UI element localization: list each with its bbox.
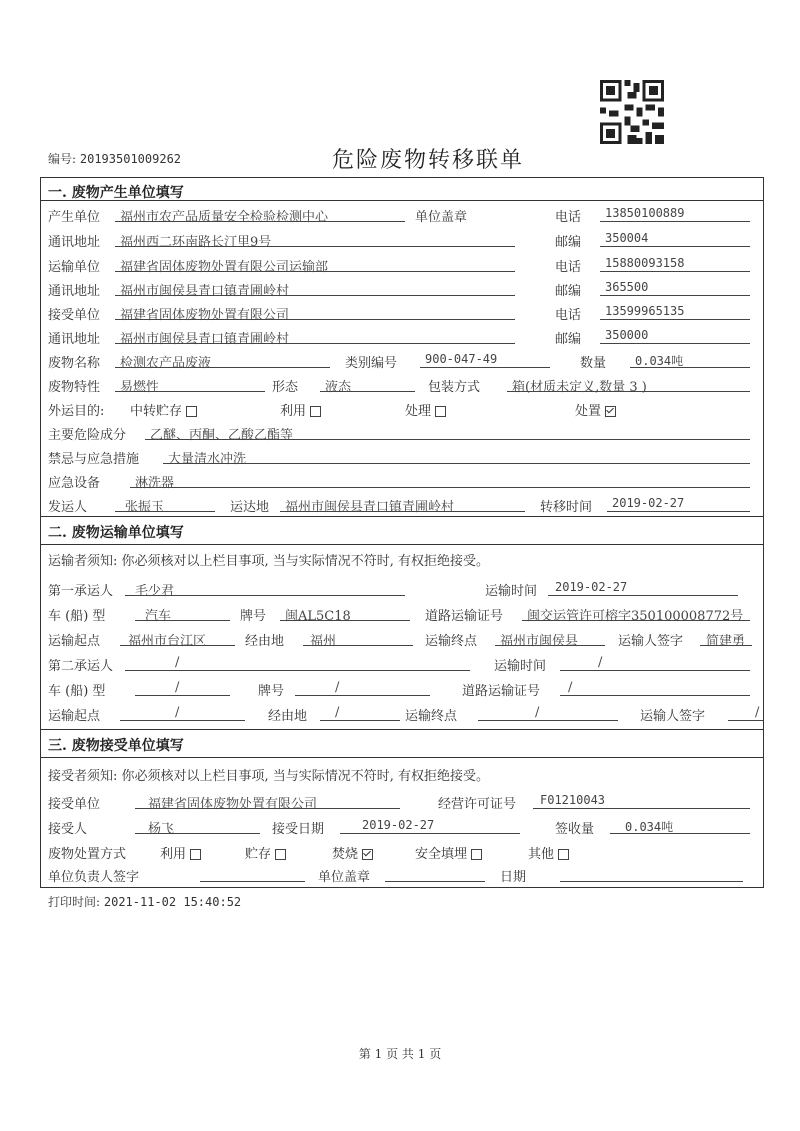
underline: [115, 511, 215, 512]
via1-label: 经由地: [245, 634, 285, 649]
property-label: 废物特性: [48, 380, 101, 395]
hazard-value: 乙醚、丙酮、乙酸乙酯等: [150, 428, 294, 443]
section1-heading: 一. 废物产生单位填写: [48, 185, 184, 201]
sign1-value: 简建勇: [706, 634, 746, 649]
divider: [40, 729, 764, 730]
underline: [145, 439, 750, 440]
ttime2-label: 运输时间: [494, 659, 547, 674]
underline: [478, 720, 618, 721]
receiver-addr-value: 福州市闽侯县青口镇青圃岭村: [120, 332, 290, 347]
underline: [135, 620, 230, 621]
transport-tel-value: 15880093158: [605, 256, 685, 270]
form-value: 液态: [325, 380, 352, 395]
plate2-value: /: [335, 680, 340, 695]
receiver-tel-label: 电话: [555, 308, 582, 323]
producer-label: 产生单位: [48, 210, 101, 225]
underline: [600, 271, 750, 272]
method-incinerate[interactable]: 焚烧: [332, 843, 373, 862]
waste-name-label: 废物名称: [48, 356, 101, 371]
underline: [120, 720, 245, 721]
plate1-value: 闽AL5C18: [285, 609, 351, 624]
purpose-option-treat[interactable]: 处理: [405, 400, 446, 419]
footer-mid: 页 共: [386, 1047, 414, 1061]
underline: [320, 720, 400, 721]
ttime2-value: /: [598, 655, 603, 670]
carrier1-label: 第一承运人: [48, 584, 114, 599]
receiver-zip-label: 邮编: [555, 332, 582, 347]
underline: [130, 487, 750, 488]
section3-heading: 三. 废物接受单位填写: [48, 738, 184, 754]
permit2-value: /: [568, 680, 573, 695]
vehicle2-value: /: [175, 680, 180, 695]
start2-label: 运输起点: [48, 709, 101, 724]
underline: [280, 511, 525, 512]
producer-tel-value: 13850100889: [605, 206, 685, 220]
head-sign-label: 单位负责人签字: [48, 870, 140, 885]
permit1-value: 闽交运管许可榕字350100008772号: [527, 609, 744, 624]
dest-label: 运达地: [230, 500, 270, 515]
underline: [610, 833, 750, 834]
end2-value: /: [535, 705, 540, 720]
hazard-label: 主要危险成分: [48, 428, 127, 443]
equip-label: 应急设备: [48, 476, 101, 491]
transport-tel-label: 电话: [555, 260, 582, 275]
signed-qty-value: 0.034吨: [625, 820, 674, 834]
underline: [728, 720, 763, 721]
print-time-label: 打印时间:: [48, 895, 101, 909]
start2-value: /: [175, 705, 180, 720]
underline: [115, 246, 515, 247]
checkbox[interactable]: [186, 406, 197, 417]
checkbox[interactable]: [435, 406, 446, 417]
sign2-value: /: [755, 705, 760, 720]
category-label: 类别编号: [345, 356, 398, 371]
producer-zip-label: 邮编: [555, 235, 582, 250]
underline: [303, 645, 413, 646]
seal-field[interactable]: [385, 881, 485, 882]
underline: [700, 645, 752, 646]
producer-zip-value: 350004: [605, 231, 649, 245]
category-value: 900-047-49: [425, 352, 498, 366]
footer-total: 1: [417, 1047, 426, 1061]
package-value: 箱(材质未定义,数量 3 ): [512, 380, 647, 395]
underline: [600, 319, 750, 320]
ttime1-label: 运输时间: [485, 584, 538, 599]
carrier1-value: 毛少君: [135, 584, 175, 599]
vehicle1-value: 汽车: [145, 609, 172, 624]
producer-underline: [115, 221, 405, 222]
footer-page: 1: [374, 1047, 383, 1061]
seal-label: 单位盖章: [415, 210, 468, 225]
waste-name-value: 检测农产品废液: [120, 356, 212, 371]
start1-value: 福州市台江区: [128, 634, 207, 649]
page-footer: [0, 1045, 800, 1062]
accept-date-value: 2019-02-27: [362, 818, 435, 832]
underline: [420, 367, 550, 368]
form-number: [48, 150, 181, 167]
underline: [115, 343, 515, 344]
underline: [600, 343, 750, 344]
underline: [522, 620, 750, 621]
checkbox[interactable]: [190, 849, 201, 860]
plate2-label: 牌号: [258, 684, 285, 699]
form-number-value: 20193501009262: [79, 152, 182, 166]
section2-heading: 二. 废物运输单位填写: [48, 525, 184, 541]
date-field[interactable]: [560, 881, 743, 882]
footer-prefix: 第: [358, 1047, 371, 1061]
transport-addr-value: 福州市闽侯县青口镇青圃岭村: [120, 284, 290, 299]
page-title: 危险废物转移联单: [332, 148, 525, 173]
print-time-value: 2021-11-02 15:40:52: [103, 895, 242, 909]
sign2-label: 运输人签字: [640, 709, 706, 724]
underline: [115, 391, 265, 392]
underline: [560, 670, 750, 671]
vehicle2-label: 车 (船) 型: [48, 684, 106, 699]
end2-label: 运输终点: [405, 709, 458, 724]
producer-tel-label: 电话: [555, 210, 582, 225]
underline: [320, 391, 415, 392]
package-label: 包装方式: [428, 380, 481, 395]
head-sign-field[interactable]: [200, 881, 305, 882]
permit2-label: 道路运输证号: [462, 684, 541, 699]
checkbox[interactable]: [558, 849, 569, 860]
method-other[interactable]: 其他: [528, 843, 569, 862]
underline: [340, 833, 520, 834]
dest-value: 福州市闽侯县青口镇青圃岭村: [285, 500, 455, 515]
license-label: 经营许可证号: [438, 797, 517, 812]
receiver-notice: 接受者须知: 你必须核对以上栏目事项, 当与实际情况不符时, 有权拒绝接受。: [48, 769, 490, 784]
transport-zip-label: 邮编: [555, 284, 582, 299]
underline: [125, 595, 405, 596]
taboo-label: 禁忌与应急措施: [48, 452, 140, 467]
method-store[interactable]: 贮存: [245, 843, 286, 862]
underline: [560, 695, 750, 696]
transport-value: 福建省固体废物处置有限公司运输部: [120, 260, 329, 275]
method-label: 废物处置方式: [48, 847, 127, 862]
shipper-value: 张振玉: [125, 500, 165, 515]
permit1-label: 道路运输证号: [425, 609, 504, 624]
underline: [135, 695, 230, 696]
underline: [115, 367, 330, 368]
accept-unit-label: 接受单位: [48, 797, 101, 812]
license-value: F01210043: [540, 793, 606, 807]
checkbox-checked[interactable]: [362, 849, 373, 860]
underline: [600, 221, 750, 222]
underline: [135, 833, 260, 834]
underline: [115, 319, 515, 320]
underline: [125, 670, 470, 671]
form-label: 形态: [272, 380, 299, 395]
end1-label: 运输终点: [425, 634, 478, 649]
checkbox[interactable]: [275, 849, 286, 860]
qr-code-icon: [600, 80, 664, 144]
via1-value: 福州: [310, 634, 337, 649]
producer-addr-value: 福州西二环南路长汀里9号: [120, 235, 272, 250]
underline: [630, 367, 750, 368]
underline: [115, 295, 515, 296]
via2-value: /: [335, 705, 340, 720]
transport-label: 运输单位: [48, 260, 101, 275]
divider: [40, 516, 764, 517]
divider: [40, 757, 764, 758]
purpose-option-dispose[interactable]: 处置: [575, 400, 616, 419]
property-value: 易燃性: [120, 380, 160, 395]
underline: [507, 391, 750, 392]
underline: [295, 695, 430, 696]
accept-person-label: 接受人: [48, 822, 88, 837]
via2-label: 经由地: [268, 709, 308, 724]
carrier2-value: /: [175, 655, 180, 670]
sign1-label: 运输人签字: [618, 634, 684, 649]
signed-qty-label: 签收量: [555, 822, 595, 837]
transport-addr-label: 通讯地址: [48, 284, 101, 299]
accept-person-value: 杨飞: [148, 822, 175, 837]
transfer-time-label: 转移时间: [540, 500, 593, 515]
taboo-value: 大量清水冲洗: [168, 452, 247, 467]
underline: [135, 808, 400, 809]
purpose-option-transit[interactable]: 中转贮存: [130, 400, 197, 419]
accept-date-label: 接受日期: [272, 822, 325, 837]
underline: [495, 645, 605, 646]
purpose-option-utilize[interactable]: 利用: [280, 400, 321, 419]
underline: [600, 295, 750, 296]
print-time: [48, 893, 241, 910]
method-landfill[interactable]: 安全填埋: [415, 843, 482, 862]
equip-value: 淋洗器: [135, 476, 175, 491]
producer-value: 福州市农产品质量安全检验检测中心: [120, 210, 329, 225]
underline: [607, 511, 750, 512]
underline: [115, 271, 515, 272]
qty-value: 0.034吨: [635, 354, 684, 368]
underline: [533, 808, 750, 809]
receiver-zip-value: 350000: [605, 328, 649, 342]
carrier-notice: 运输者须知: 你必须核对以上栏目事项, 当与实际情况不符时, 有权拒绝接受。: [48, 554, 490, 569]
checkbox[interactable]: [471, 849, 482, 860]
qty-label: 数量: [580, 356, 607, 371]
underline: [548, 595, 738, 596]
underline: [163, 463, 750, 464]
underline: [600, 246, 750, 247]
end1-value: 福州市闽侯县: [500, 634, 579, 649]
checkbox-checked[interactable]: [605, 406, 616, 417]
day-label: 日期: [500, 870, 527, 885]
shipper-label: 发运人: [48, 500, 88, 515]
carrier2-label: 第二承运人: [48, 659, 114, 674]
start1-label: 运输起点: [48, 634, 101, 649]
transport-zip-value: 365500: [605, 280, 649, 294]
form-number-label: 编号:: [48, 152, 77, 166]
vehicle1-label: 车 (船) 型: [48, 609, 106, 624]
accept-unit-value: 福建省固体废物处置有限公司: [148, 797, 318, 812]
underline: [120, 645, 235, 646]
footer-suffix: 页: [429, 1047, 442, 1061]
receiver-value: 福建省固体废物处置有限公司: [120, 308, 290, 323]
purpose-label: 外运目的:: [48, 404, 105, 419]
seal-label-3: 单位盖章: [318, 870, 371, 885]
plate1-label: 牌号: [240, 609, 267, 624]
producer-addr-label: 通讯地址: [48, 235, 101, 250]
underline: [280, 620, 410, 621]
transfer-time-value: 2019-02-27: [612, 496, 685, 510]
receiver-label: 接受单位: [48, 308, 101, 323]
method-utilize[interactable]: 利用: [160, 843, 201, 862]
receiver-addr-label: 通讯地址: [48, 332, 101, 347]
divider: [40, 544, 764, 545]
receiver-tel-value: 13599965135: [605, 304, 685, 318]
ttime1-value: 2019-02-27: [555, 580, 628, 594]
checkbox[interactable]: [310, 406, 321, 417]
